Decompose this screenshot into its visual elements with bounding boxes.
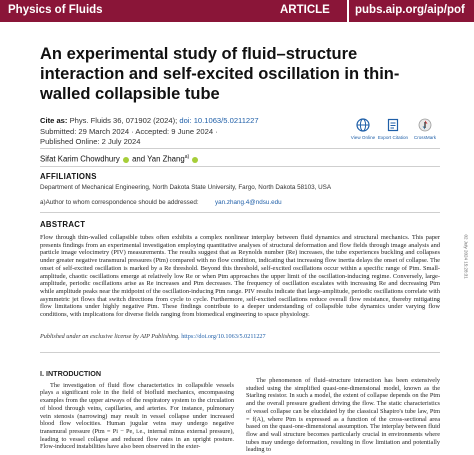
view-online-button[interactable]: [346, 118, 380, 140]
correspondence-text: a)Author to whom correspondence should be addressed:: [40, 199, 199, 206]
journal-name[interactable]: Physics of Fluids: [8, 4, 103, 16]
author-name-2[interactable]: and Yan Zhang: [132, 154, 185, 164]
affiliation-text: Department of Mechanical Engineering, North Dakota State University, Fargo, North Dakota 58103, USA: [40, 184, 332, 191]
author-name[interactable]: Sifat Karim Chowdhury: [40, 154, 120, 164]
crossmark-icon: [418, 118, 432, 132]
journal-header-bar: [0, 0, 474, 22]
publication-note: [40, 333, 440, 340]
journal-url-link[interactable]: pubs.aip.org/aip/pof: [355, 4, 465, 16]
article-title: An experimental study of fluid–structure interaction and self-excited oscillation in thin-walled collapsible tube: [40, 45, 400, 103]
divider: [40, 166, 440, 167]
intro-right-text: The phenomenon of fluid–structure interaction has been extensively studied using the simplified quasi-one-dimensional model, known as the Starling resistor. In such a model, the extent of collapse depends on the Ptm and the overall pressure gradient driving the flow. The static characteristics of vessel collapse can be elucidated by the classical Shapiro's tube law, Ptm = f(A), where Ptm is expressed as a function of the cross-sectional area based on the quasi-one-dimensional assumption. The interplay between fluid flow and wall structure becomes particularly crucial in environments where tubes may undergo deformation, resulting in flow limitation and potentially leading to: [246, 377, 440, 454]
globe-icon: [356, 118, 370, 132]
download-timestamp: [462, 236, 468, 296]
correspondence-note: [40, 199, 440, 206]
published-date: Published Online: 2 July 2024: [40, 137, 141, 146]
export-citation-label: Export Citation: [377, 135, 409, 140]
export-citation-icon: [386, 118, 400, 132]
publication-license: Published under an exclusive license by AIP Publishing.: [40, 333, 180, 340]
publication-doi-link[interactable]: https://doi.org/10.1063/5.0211227: [181, 333, 266, 340]
cite-label: Cite as:: [40, 116, 68, 125]
citation-block: [40, 116, 340, 148]
download-timestamp-text: 02 July 2024 15:28:31: [463, 234, 469, 279]
article-actions: [346, 118, 442, 148]
divider: [40, 352, 440, 353]
affiliations-heading: AFFILIATIONS: [40, 172, 97, 181]
divider: [40, 212, 440, 213]
cite-text: Phys. Fluids 36, 071902 (2024);: [69, 116, 178, 125]
author-line: [40, 154, 199, 164]
intro-right-column: [246, 377, 440, 454]
author-footnote-mark: a): [184, 154, 190, 160]
crossmark-button[interactable]: [408, 118, 442, 140]
submitted-dates: Submitted: 29 March 2024 · Accepted: 9 June 2024 ·: [40, 126, 218, 136]
abstract-text: Flow through thin-walled collapsible tubes often exhibits a complex nonlinear interplay between fluid dynamics and structural mechanics. This paper presents findings from an experimental investigation employing quantitative analyses of structural deformation and flow fields through image analysis and particle image velocimetry (PIV) measurements. The results suggest that as Reynolds number (Re) increases, the tube experiences buckling and collapses under greater negative transmural pressures (Ptm) compared with no flow condition, indicating that increasing flow inertia delays the onset of collapse. The onset of self-excited oscillation is marked by a Re threshold. Beyond this threshold, self-excited oscillations occur within a specific range of Ptm. Small-amplitude, chaotic oscillations emerge at relatively low Re or when Ptm approaches the upper limit of the oscillation-inducing regime. Conversely, large-amplitude, periodic oscillations arise as Re increases and Ptm decreases. The frequency of oscillation escalates with increasing Re and decreasing Ptm while amplitude peaks near the midpoint of the oscillation-inducing Ptm range. PIV results indicate that large-amplitude, periodic oscillations correlate with asymmetric jet flows that switch directions from cycle to cycle. Furthermore, self-excited oscillations reduce overall flow resistance, thereby mitigating flow limitations under highly negative Ptm. These findings contribute to a deeper understanding of collapsible tube dynamics under varying flow conditions, with implications for diverse fields ranging from biomedical engineering to space physiology.: [40, 234, 440, 319]
divider: [40, 148, 440, 149]
export-citation-button[interactable]: [376, 118, 410, 140]
intro-left-column: [40, 370, 234, 451]
view-online-label: View Online: [350, 135, 376, 140]
orcid-icon-2[interactable]: [192, 157, 198, 163]
abstract-heading: ABSTRACT: [40, 220, 86, 229]
intro-left-text: The investigation of fluid flow characteristics in collapsible vessels plays a significant role in the field of biofluid mechanics, encompassing examples from the upper airways of the respiratory system to the circulation of blood through veins, capillaries, and arteries. For instance, pulmonary vein stenosis (narrowing) may result in vessel collapse under increased blood flow velocities. Human jugular veins may undergo negative transmural pressure (Ptm = Pi − Pe, i.e., internal minus external pressure), leading to vessel collapse and reduced flow rates in an upright posture. Flow-induced instabilities have also been observed in the exter-: [40, 381, 234, 451]
orcid-icon[interactable]: [123, 157, 129, 163]
email-link[interactable]: yan.zhang.4@ndsu.edu: [215, 199, 282, 206]
header-divider: [347, 0, 349, 22]
abstract-body: [40, 234, 440, 319]
doi-link[interactable]: doi: 10.1063/5.0211227: [179, 116, 259, 125]
crossmark-label: CrossMark: [413, 135, 437, 140]
intro-heading: I. INTRODUCTION: [40, 369, 102, 378]
article-type: ARTICLE: [280, 4, 330, 16]
